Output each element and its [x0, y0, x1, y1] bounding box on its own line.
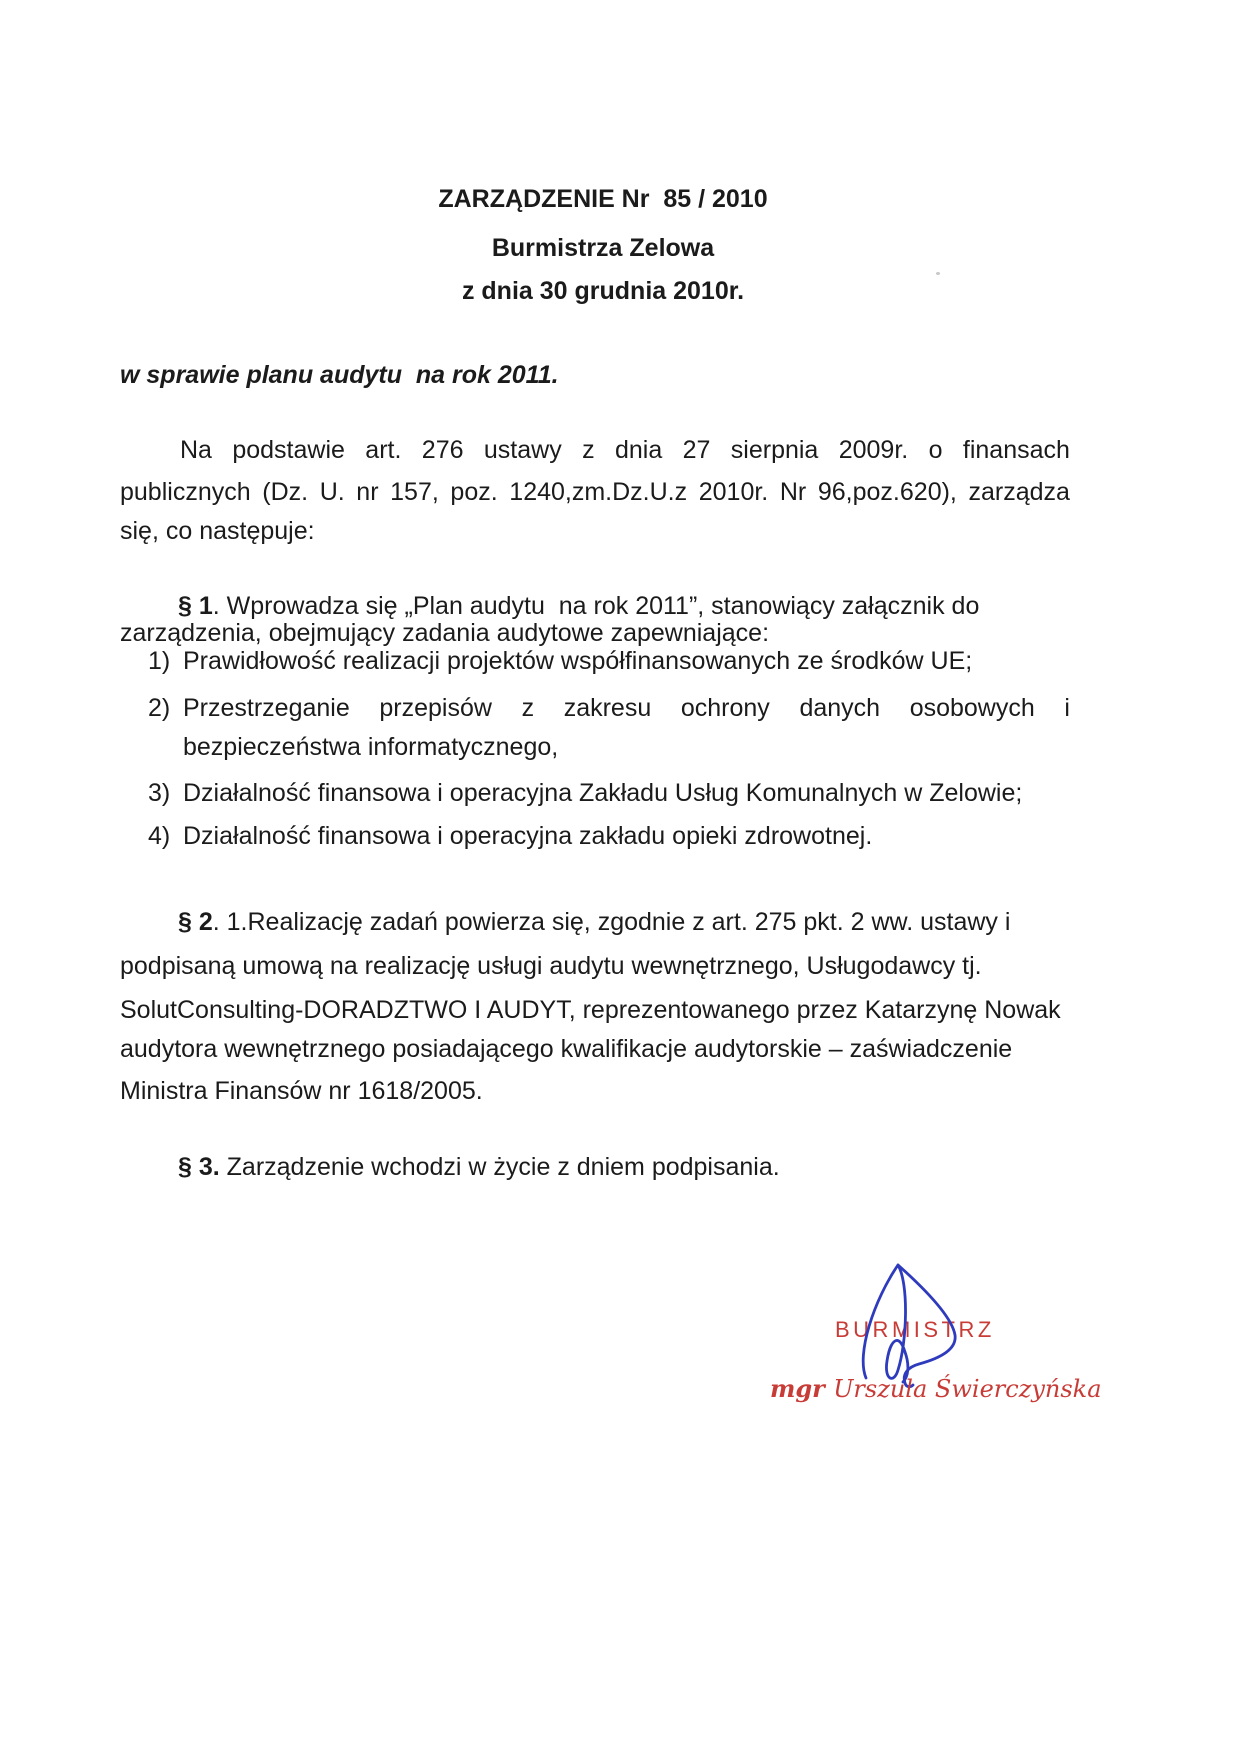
section-1-line-2: zarządzenia, obejmujący zadania audytowe zapewniające: — [120, 619, 770, 647]
list-item-3-text: Działalność finansowa i operacyjna Zakładu Usług Komunalnych w Zelowie; — [183, 779, 1023, 807]
list-item-1-text: Prawidłowość realizacji projektów współfinansowanych ze środków UE; — [183, 647, 973, 675]
list-item-2-text-line-2: bezpieczeństwa informatycznego, — [183, 733, 559, 761]
intro-line-1: Na podstawie art. 276 ustawy z dnia 27 sierpnia 2009r. o finansach — [180, 436, 1070, 464]
section-2-marker: § 2 — [178, 908, 213, 936]
mayor-stamp-name-prefix: mgr — [770, 1374, 834, 1403]
list-item-1-number: 1) — [148, 647, 171, 675]
section-2-text: . 1.Realizację zadań powierza się, zgodnie z art. 275 pkt. 2 ww. ustawy i — [212, 908, 1011, 936]
subject-line: w sprawie planu audytu na rok 2011. — [120, 361, 559, 389]
list-item-2-number: 2) — [148, 694, 171, 722]
list-item-4-text: Działalność finansowa i operacyjna zakładu opieki zdrowotnej. — [183, 822, 873, 850]
section-2-line-2: podpisaną umową na realizację usługi audytu wewnętrznego, Usługodawcy tj. — [120, 952, 982, 980]
list-item-3-number: 3) — [148, 779, 171, 807]
mayor-stamp-title: BURMISTRZ — [835, 1317, 995, 1342]
list-item-4-number: 4) — [148, 822, 171, 850]
section-3-marker: § 3. — [178, 1153, 220, 1181]
section-3-line — [178, 1151, 780, 1184]
section-3-text: Zarządzenie wchodzi w życie z dniem podpisania. — [219, 1153, 780, 1181]
mayor-stamp-name-rest: Urszula Świerczyńska — [833, 1375, 1102, 1403]
section-2-line-5: Ministra Finansów nr 1618/2005. — [120, 1077, 483, 1105]
document-date: z dnia 30 grudnia 2010r. — [461, 277, 745, 305]
list-item-3 — [148, 777, 1022, 810]
intro-line-3: się, co następuje: — [120, 517, 315, 545]
section-1-text: . Wprowadza się „Plan audytu na rok 2011”, stanowiący załącznik do — [212, 592, 980, 620]
document-title: ZARZĄDZENIE Nr 85 / 2010 — [438, 185, 768, 213]
mayor-stamp-name — [770, 1374, 1102, 1403]
signature-stroke-main — [863, 1265, 908, 1382]
list-item-4 — [148, 820, 872, 853]
intro-line-2: publicznych (Dz. U. nr 157, poz. 1240,zm.Dz.U.z 2010r. Nr 96,poz.620), zarządza — [120, 478, 1070, 506]
section-2-line-4: audytora wewnętrznego posiadającego kwalifikacje audytorskie – zaświadczenie — [120, 1035, 1013, 1063]
section-2-line-1 — [178, 906, 1010, 939]
document-issuer: Burmistrza Zelowa — [491, 234, 715, 262]
list-item-2-text-line-1: Przestrzeganie przepisów z zakresu ochrony danych osobowych i — [183, 694, 1070, 722]
section-1-marker: § 1 — [178, 592, 213, 620]
scan-artifact-speck — [936, 272, 940, 275]
list-item-1 — [148, 645, 972, 678]
section-2-line-3: SolutConsulting-DORADZTWO I AUDYT, reprezentowanego przez Katarzynę Nowak — [120, 996, 1061, 1024]
